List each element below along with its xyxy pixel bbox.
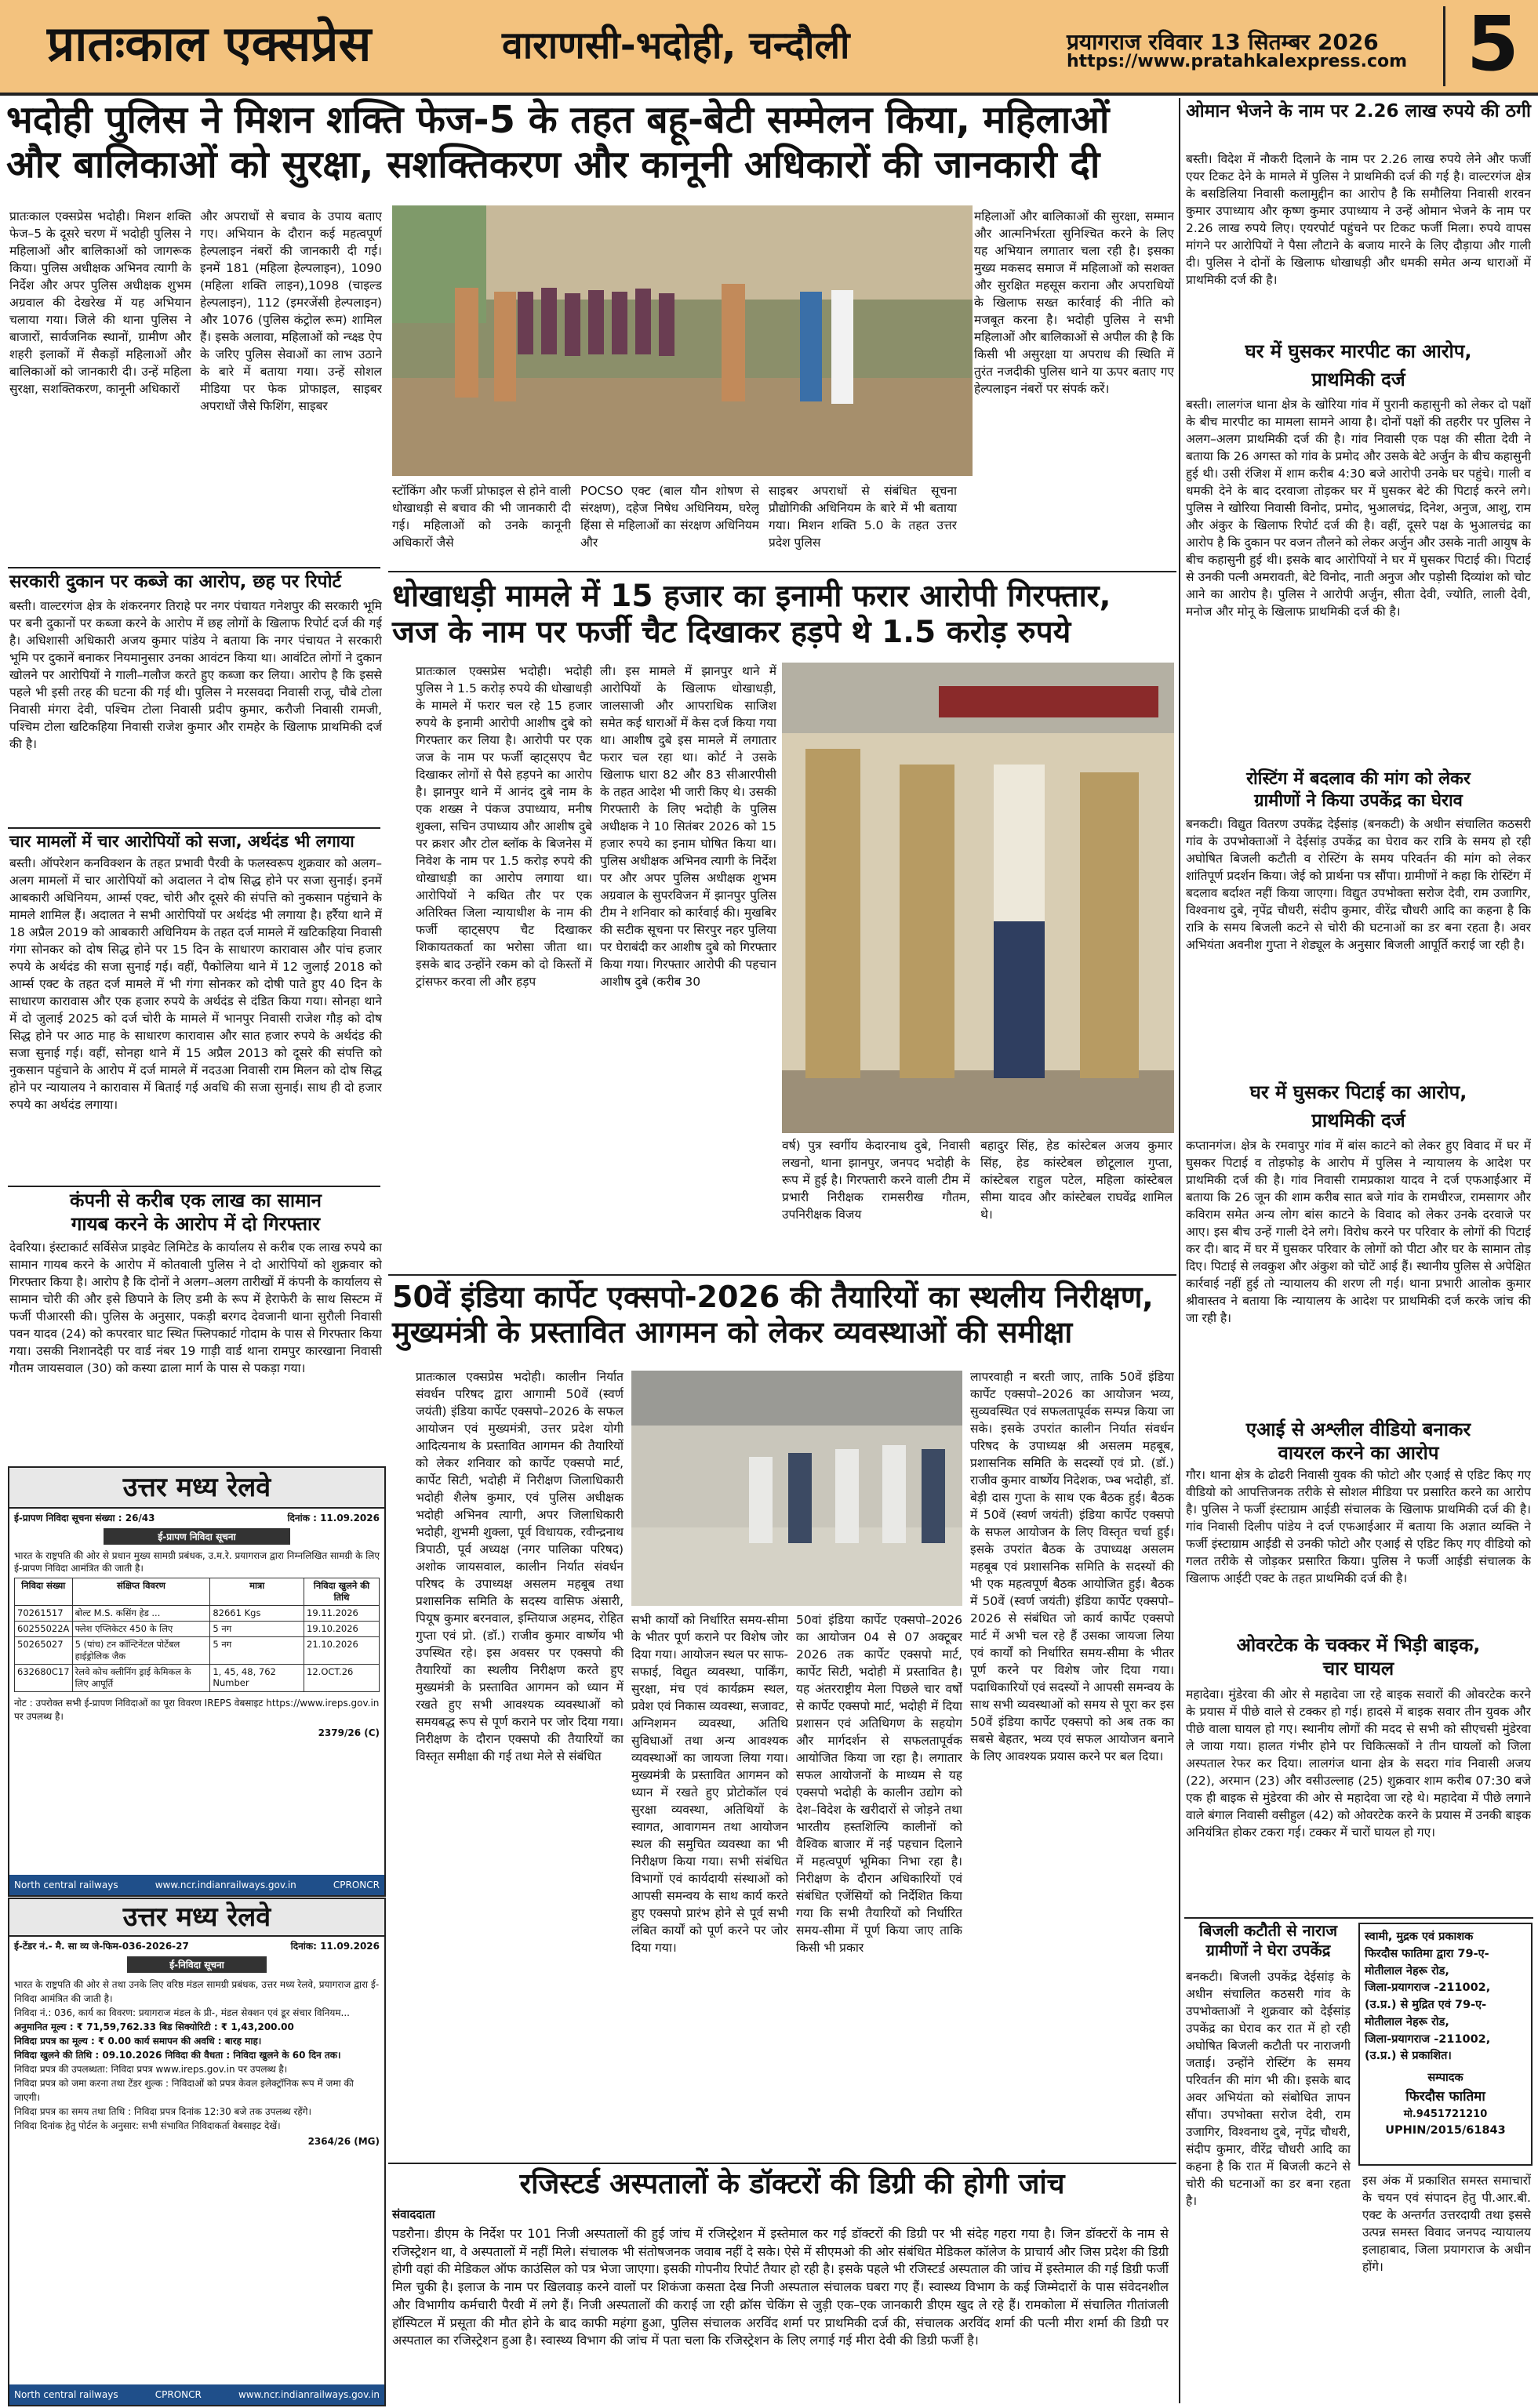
table-cell: 19.10.2026 — [304, 1622, 380, 1637]
website-link[interactable]: https://www.pratahkalexpress.com — [1067, 52, 1408, 71]
ad-footer-left: North central railways — [14, 2389, 118, 2400]
lead-col-3b: POCSO एक्ट (बाल यौन शोषण से संरक्षण), दहेज निषेध अधिनियम, घरेलू हिंसा से महिलाओं का संरक्षण अधिनियम और — [580, 484, 759, 550]
table-row — [15, 1665, 380, 1692]
ad-line: निविदा प्रपत्र का मूल्य : ₹ 0.00 कार्य समापन की अवधि : बारह माह। — [14, 2036, 262, 2047]
story-roster-body: बनकटी। विद्युत वितरण उपकेंद्र देईसांड़ (बनकटी) के अधीन संचालित कठसरी गांव के उपभोक्ताओं ने देईसांड़ उपकेंद्र का घेराव कर रात्रि के समय हो रही अघोषित बिजली कटौती व रोस्टिंग के समय परिवर्तन की मांग को लेकर शांतिपूर्ण प्रदर्शन किया। जेई को प्रार्थना पत्र सौंपा। ग्रामीणों ने कहा कि रोस्टिंग में बदलाव बर्दाश्त नहीं किया जाएगा। विद्युत उपभोक्ता सरोज देवी, राम उजागिर, विश्वनाथ दुबे, नृपेंद्र चौधरी, संदीप कुमार, वीरेंद्र चौधरी आदि का कहना है कि रात्रि के समय बिजली कटने से चोरी की घटनाओं का डर बना रहता है। अवर अभियंता अवनीश गुप्ता ने शेड्यूल के अनुसार बिजली आपूर्ति कराई जा रही है। — [1186, 817, 1531, 952]
table-header: निविदा खुलने की तिथि — [304, 1578, 380, 1606]
table-cell: 70261517 — [15, 1606, 73, 1622]
lead-headline-line-1: भदोही पुलिस ने मिशन शक्ति फेज-5 के तहत बहू-बेटी सम्मेलन किया, महिलाओं — [6, 98, 1110, 142]
ad-footer-mid: CPRONCR — [155, 2389, 202, 2400]
story-roster-headline — [1186, 768, 1531, 812]
masthead — [0, 0, 1538, 96]
ad-line: निविदा प्रपत्र की उपलब्धता: निविदा प्रपत्र www.ireps.gov.in पर उपलब्ध है। — [14, 2064, 288, 2075]
imprint-disclaimer: इस अंक में प्रकाशित समस्त समाचारों के चयन एवं संपादन हेतु पी.आर.बी. एक्ट के अन्तर्गत उत्तरदायी तथा इससे उत्पन्न समस्त विवाद जनपद न्यायालय इलाहाबाद, जिला प्रयागराज के अधीन होंगे। — [1362, 2174, 1531, 2274]
lead-headline — [6, 98, 1175, 187]
story-bike-headline — [1186, 1633, 1531, 1680]
ad-footer — [9, 1875, 384, 1895]
imprint-editor-label: सम्पादक — [1427, 2072, 1463, 2084]
table-cell: 5 नग — [210, 1622, 304, 1637]
table-row — [15, 1622, 380, 1637]
ad-date: दिनांक : 11.09.2026 — [287, 1513, 380, 1524]
expo-col-4: लापरवाही न बरती जाए, ताकि 50वें इंडिया कार्पेट एक्सपो–2026 का आयोजन भव्य, सुव्यवस्थित एवं सफलतापूर्वक सम्पन्न किया जा सके। इसके उपरांत कालीन निर्यात संवर्धन परिषद के उपाध्यक्ष श्री असलम महबूब, प्रशासनिक समिति के सदस्यों एवं प्रो. (डॉ.) राजीव कुमार वार्ष्णेय निदेशक, प्भ्ब भदोही, डॉ. बेड़ी दास गुप्ता के साथ एक बैठक हुई। बैठक में 50वें (स्वर्ण जयंती) इंडिया कार्पेट एक्सपो के सफल आयोजन के लिए विस्तृत चर्चा हुई। इसके उपरांत बैठक के उपाध्यक्ष असलम महबूब एवं प्रशासनिक समिति के सदस्यों की भी एक महत्वपूर्ण बैठक आयोजित हुई। बैठक में 50वें (स्वर्ण जयंती) इंडिया कार्पेट एक्सपो–2026 से संबंधित जो कार्य कार्पेट एक्सपो मार्ट में अभी चल रहे हैं उसका जायजा लिया एवं कार्यों को निर्धारित समय-सीमा के भीतर पूर्ण करने पर विशेष जोर दिया गया। पदाधिकारियों एवं सदस्यों ने आपसी समन्वय के साथ सभी व्यवस्थाओं को समय से पूरा कर इस 50वें इंडिया कार्पेट एक्सपो को अब तक का सबसे बेहतर, भव्य एवं सफल आयोजन बनाने के लिए आवश्यक प्रयास करने पर बल दिया। — [970, 1370, 1174, 1763]
story-power-cut-body: बनकटी। बिजली उपकेंद्र देईसांड़ के अधीन संचालित कठसरी गांव के उपभोक्ताओं ने शुक्रवार को देईसांड़ उपकेंद्र का घेराव कर रात में हो रही अघोषित बिजली कटौती पर नाराजगी जताई। उन्होंने रोस्टिंग के समय परिवर्तन की मांग भी की। इसके बाद अवर अभियंता को संबोधित ज्ञापन सौंपा। उपभोक्ता सरोज देवी, राम उजागिर, विश्वनाथ दुबे, नृपेंद्र चौधरी, संदीप कुमार, वीरेंद्र चौधरी आदि का कहना है कि रात में बिजली कटने से चोरी की घटनाओं का डर बना रहता है। — [1186, 1970, 1351, 2208]
story-ai-video-headline-line-1: एआई से अश्लील वीडियो बनाकर — [1245, 1418, 1471, 1440]
ad-title: उत्तर मध्य रेलवे — [9, 1899, 384, 1937]
story-bike-body: महादेवा। मुंडेरवा की ओर से महादेवा जा रहे बाइक सवारों की ओवरटेक करने के प्रयास में पीछे वाले से टक्कर हो गई। हादसे में बाइक सवार तीन युवक और पीछे वाला घायल हो गए। स्थानीय लोगों की मदद से सभी को सीएचसी मुंडेरवा ले जाया गया। हालत गंभीर होने पर चिकित्सकों ने तीन घायलों को जिला अस्पताल रेफर कर दिया। लालगंज थाना क्षेत्र के सदरा गांव निवासी अजय (22), अरमान (23) और वसीउल्लाह (25) शुक्रवार शाम करीब 07:30 बजे एक ही बाइक से मुंडेरवा की ओर से महादेवा जा रहे थे। महादेवा में पीछे लगाने वाले बंगाल निवासी वसीहुल (42) को ओवरटेक करने के प्रयास में उनकी बाइक अनियंत्रित होकर टकरा गई। टक्कर में चारों घायल हो गए। — [1186, 1687, 1531, 1840]
table-cell: 5 (पांच) टन कॉन्टिनेंटल पोर्टेबल हाईड्रोलिक जैक — [72, 1637, 210, 1665]
expo-col-1: प्रातःकाल एक्सप्रेस भदोही। कालीन निर्यात संवर्धन परिषद द्वारा आगामी 50वें (स्वर्ण जयंती) इंडिया कार्पेट एक्सपो–2026 के सफल आयोजन एवं मुख्यमंत्री, उत्तर प्रदेश योगी आदित्यनाथ के प्रस्तावित आगमन की तैयारियों को लेकर शनिवार को कार्पेट एक्सपो मार्ट, कार्पेट सिटी, भदोही में निरीक्षण जिलाधिकारी भदोही शैलेष कुमार, एवं पुलिस अधीक्षक भदोही अभिनव त्यागी, अपर जिलाधिकारी भदोही, शुभमी शुक्ला, पूर्व विधायक, रवीन्द्रनाथ त्रिपाठी, पूर्व अध्यक्ष (नगर पालिका परिषद) अशोक जायसवाल, कालीन निर्यात संवर्धन परिषद के उपाध्यक्ष असलम महबूब तथा प्रशासनिक समिति के सदस्य वासिफ अंसारी, पियूष कुमार बरनवाल, इम्तियाज अहमद, रोहित गुप्ता एवं प्रो. (डॉ.) राजीव कुमार वार्ष्णेय भी उपस्थित रहे। इस अवसर पर एक्सपो की तैयारियों का स्थलीय निरीक्षण करते हुए मुख्यमंत्री के प्रस्तावित आगमन को ध्यान में रखते हुए सभी आवश्यक व्यवस्थाओं को समयबद्ध रूप से पूर्ण कराने पर जोर दिया गया। निरीक्षण के दौरान एक्सपो की तैयारियों का विस्तृत समीक्षा की गई तथा मेले से संबंधित — [416, 1370, 624, 1763]
story-shop-body: बस्ती। वाल्टरगंज क्षेत्र के शंकरनगर तिराहे पर नगर पंचायत गनेशपुर की सरकारी भूमि पर बनी दुकानों पर कब्जा करने के आरोप में छह लोगों के खिलाफ रिपोर्ट दर्ज की गई है। अधिशासी अधिकारी अजय कुमार पांडेय ने बताया कि नगर पंचायत ने सरकारी भूमि पर दुकानें बनाकर नियमानुसार उनका आवंटन किया था। आवंटित लोगों ने दुकान खोलने पर आरोपियों ने गाली–गलौज करते हुए कब्जा कर लिया। आरोप है कि इससे पहले भी इसी तरह की घटना की गई थी। पुलिस ने मरसवदा निवासी राजू, चौबे टोला निवासी मंगरा देवी, पश्चिम टोला निवासी प्रदीप कुमार, करौजी निवासी रामजी, पश्चिम टोला खटिकहिया निवासी राजेश कुमार और रामहेर के खिलाफ प्राथमिकी दर्ज की है। — [9, 599, 382, 751]
tender-table — [14, 1578, 380, 1692]
ad-title: उत्तर मध्य रेलवे — [9, 1468, 384, 1509]
imprint-editor-name: फिरदौस फातिमा — [1405, 2088, 1485, 2105]
table-cell: फ्लेश एप्लिकेटर 450 के लिए — [72, 1622, 210, 1637]
expo-photo-caption: 50वां इंडिया कार्पेट एक्सपो–2026 का आयोजन 04 से 07 अक्टूबर 2026 तक कार्पेट एक्सपो मार्ट, कार्पेट सिटी, भदोही में प्रस्तावित है। यह अंतरराष्ट्रीय मेला पिछले चार वर्षों से कार्पेट एक्सपो मार्ट, भदोही में दिया प्रशासन एवं अतिथिगण के सहयोग और मार्गदर्शन से सफलतापूर्वक आयोजित किया जा रहा है। लगातार सफल आयोजनों के माध्यम से यह एक्सपो भदोही के कालीन उद्योग को देश–विदेश के खरीदारों से जोड़ने तथा भारतीय हस्तशिल्पि कालीनों को वैश्विक बाजार में नई पहचान दिलाने में महत्वपूर्ण भूमिका निभा रहा है। निरीक्षण के दौरान अधिकारियों एवं संबंधित एजेंसियों को निर्देशित किया गया कि सभी तैयारियों को निर्धारित समय-सीमा में पूर्ण किया जाए ताकि किसी भी प्रकार — [796, 1613, 962, 1955]
masthead-divider — [1443, 6, 1445, 86]
lead-col-1: प्रातःकाल एक्सप्रेस भदोही। मिशन शक्ति फेज–5 के दूसरे चरण में भदोही पुलिस ने महिलाओं और बालिकाओं को जागरूक किया। पुलिस अधीक्षक अभिनव त्यागी के निर्देश और अपर पुलिस अधीक्षक शुभम अग्रवाल की देखरेख में यह अभियान चलाया गया। जिले की थाना पुलिस ने बाजारों, सार्वजनिक स्थानों, ग्रामीण और शहरी इलाकों में सैकड़ों महिलाओं और बालिकाओं को जानकारी दी। उन्हें महिला सुरक्षा, सशक्तिकरण, कानूनी अधिकारों — [9, 209, 191, 396]
story-power-cut-headline-line-2: ग्रामीणों ने घेरा उपकेंद्र — [1205, 1941, 1331, 1959]
table-row — [15, 1637, 380, 1665]
fraud-photo — [782, 663, 1174, 1133]
ad-tender-number: ई-प्रापण निविदा सूचना संख्या : 26/43 — [14, 1513, 155, 1524]
imprint-line: जिला-प्रयागराज -211002, — [1365, 2032, 1491, 2046]
expo-headline-line-2: मुख्यमंत्री के प्रस्तावित आगमन को लेकर व्यवस्थाओं की समीक्षा — [392, 1314, 1073, 1349]
imprint-line: मोतीलाल नेहरू रोड, — [1365, 2015, 1449, 2028]
divider — [8, 827, 380, 829]
column-divider — [1179, 98, 1180, 2403]
ad-footer-link[interactable]: www.ncr.indianrailways.gov.in — [155, 1880, 296, 1890]
expo-photo-image — [631, 1371, 962, 1606]
ad-line: निविदा नं.: 036, कार्य का विवरण: प्रयागराज मंडल के प्री-, मंडल सेक्शन एवं डूर संचार विनियम... — [14, 2007, 350, 2018]
divider — [8, 1186, 380, 1187]
story-power-cut-headline-line-1: बिजली कटौती से नाराज — [1198, 1921, 1338, 1940]
ad-footer — [9, 2384, 384, 2405]
story-roster-headline-line-2: ग्रामीणों ने किया उपकेंद्र का घेराव — [1254, 790, 1463, 811]
table-cell: 632680C17 — [15, 1665, 73, 1692]
table-cell: 60255022A — [15, 1622, 73, 1637]
imprint-line: (उ.प्र.) से प्रकाशित। — [1365, 2050, 1452, 2063]
ad-footer-link[interactable]: www.ncr.indianrailways.gov.in — [238, 2389, 380, 2400]
imprint-rni: UPHIN/2015/61843 — [1385, 2123, 1506, 2137]
story-conviction-body: बस्ती। ऑपरेशन कनविक्शन के तहत प्रभावी पैरवी के फलस्वरूप शुक्रवार को अलग–अलग मामलों में चार आरोपियों को अदालत ने दोष सिद्ध होने पर सजा सुनाई। इनमें आबकारी अधिनियम, आर्म्स एक्ट, चोरी और दूसरे की संपत्ति को नुकसान पहुंचाने के मामले शामिल हैं। अदालत ने सभी आरोपियों पर अर्थदंड भी लगाया है। हर्रैया थाने में 18 अप्रैल 2019 को आबकारी अधिनियम के तहत दर्ज मामले में खटिकहिया निवासी गंगा सोनकर को दोष सिद्ध होने पर 15 दिन के साधारण कारावास और पांच हजार रुपये के अर्थदंड की सजा सुनाई गई। वहीं, पैकोलिया थाने में 12 जुलाई 2018 को आर्म्स एक्ट के तहत दर्ज मामले में भी गंगा सोनकर को दोषी पाते हुए 40 दिन के साधारण कारावास और एक हजार रुपये के अर्थदंड से दंडित किया गया। सोनहा थाने में दो जुलाई 2025 को दर्ज चोरी के मामले में भानपुर निवासी राजेश गौड़ को दोष सिद्ध होने पर आठ माह के साधारण कारावास और सात हजार रुपये के अर्थदंड की सजा सुनाई गई। वहीं, सोनहा थाने में 15 अप्रैल 2013 को दूसरे की संपत्ति को नुकसान पहुंचाने के आरोप में दर्ज मामले में नदउआ निवासी राम मिलन को दोष सिद्ध होने पर न्यायालय ने कारावास में बिताई गई अवधि की सजा सुनाई। साथ ही दो हजार रुपये का अर्थदंड लगाया। — [9, 856, 382, 1112]
ad-tender-number: ई-टेंडर नं.- मै. सा व्य जे-फिम-036-2026-27 — [14, 1941, 189, 1952]
table-cell: 50265027 — [15, 1637, 73, 1665]
imprint-line: फिरदौस फातिमा द्वारा 79-ए- — [1365, 1947, 1489, 1960]
doctors-body: पडरौना। डीएम के निर्देश पर 101 निजी अस्पतालों की हुई जांच में रजिस्ट्रेशन में इस्तेमाल कर गई डॉक्टरों की डिग्री पर भी संदेह गहरा गया है। जिन डॉक्टरों के नाम से रजिस्ट्रेशन था, वे अस्पतालों में नहीं मिले। संचालक भी संतोषजनक जवाब नहीं दे सके। ऐसे में सीएमओ की ओर संबंधित मेडिकल कॉलेज के प्राचार्य और जिस प्रदेश की डिग्री होगी वहां की मेडिकल ऑफ काउंसिल को पत्र भेजा जाएगा। इसकी गोपनीय रिपोर्ट तैयार हो रही है। इसके पहले भी रजिस्टर्ड अस्पताल की जांच में इस्तेमाल की गई डिग्री फर्जी मिल चुकी है। इलाज के नाम पर खिलवाड़ करने वालों पर शिकंजा कसता देख निजी अस्पताल संचालक घबरा गए हैं। स्वास्थ्य विभाग के कई जिम्मेदारों के पास संवेदनशील और विभागीय कर्मचारी पैरवी में लगे हैं। निजी अस्पतालों की कराई जा रही क्रॉस चेकिंग से जुड़ी एक–एक जानकारी डीएम खुद ले रहे हैं। रामकोला में संचालित गीतांजली हॉस्पिटल में प्रसूता की मौत होने के बाद काफी महंगा हुआ, पुलिस संचालक अरविंद शर्मा पर प्राथमिकी दर्ज की, संचालक अरविंद शर्मा की पत्नी मीरा शर्मा की डिग्री पर अस्पताल का रजिस्ट्रेशन हुआ है। स्वास्थ्य विभाग की जांच में पता चला कि रजिस्ट्रेशन के लिए लगाई गई मीरा देवी की डिग्री फर्जी है। — [392, 2226, 1169, 2348]
table-cell: 21.10.2026 — [304, 1637, 380, 1665]
divider — [8, 567, 380, 568]
fraud-col-4: बहादुर सिंह, हेड कांस्टेबल अजय कुमार सिंह, हेड कांस्टेबल छोटूलाल गुप्ता, कांस्टेबल राहुल पटेल, महिला कांस्टेबल सीमा यादव और कांस्टेबल राघवेंद्र शामिल थे। — [980, 1139, 1173, 1222]
lead-col-4: महिलाओं और बालिकाओं की सुरक्षा, सम्मान और आत्मनिर्भरता सुनिश्चित करने के लिए यह अभियान लगातार चला रही है। इसका मुख्य मकसद समाज में महिलाओं को सशक्त और सुरक्षित महसूस कराना और अपराधियों के खिलाफ सख्त कार्रवाई की नीति को मजबूत करना है। भदोही पुलिस ने सभी महिलाओं और बालिकाओं से अपील की है कि किसी भी असुरक्षा या अपराध की स्थिति में तुरंत नजदीकी पुलिस थाने या ऊपर बताए गए हेल्पलाइन नंबरों पर संपर्क करें। — [974, 209, 1174, 396]
doctors-headline: रजिस्टर्ड अस्पतालों के डॉक्टरों की डिग्री की होगी जांच — [519, 2168, 1065, 2200]
divider — [388, 571, 1176, 572]
fraud-col-3: वर्ष) पुत्र स्वर्गीय केदारनाथ दुबे, निवासी लखनो, थाना झानपुर, जनपद भदोही के रूप में हुई है। गिरफ्तारी करने वाली टीम में प्रभारी निरीक्षक रामसरीख गौतम, उपनिरीक्षक विजय — [782, 1139, 970, 1222]
ad-line: भारत के राष्ट्रपति की ओर से तथा उनके लिए वरिष्ठ मंडल सामग्री प्रबंधक, उत्तर मध्य रेलवे, प्रयागराज द्वारा ई-निविदा आमंत्रित की जाती है। — [14, 1979, 380, 2004]
table-header: निविदा संख्या — [15, 1578, 73, 1606]
story-ai-video-body: गौर। थाना क्षेत्र के ढोढरी निवासी युवक की फोटो और एआई से एडिट किए गए वीडियो को आपत्तिजनक तरीके से सोशल मीडिया पर प्रसारित करने का आरोप है। पुलिस ने फर्जी इंस्टाग्राम आईडी संचालक के खिलाफ प्राथमिकी दर्ज की है। गांव निवासी दिलीप पांडेय ने दर्ज एफआईआर में बताया कि अज्ञात व्यक्ति ने फर्जी इंस्टाग्राम आईडी से उनकी फोटो और एआई से एडिट किए गए वीडियो को गलत तरीके से जोड़कर प्रसारित किया। पुलिस ने फर्जी आईडी संचालक के खिलाफ आईटी एक्ट के तहत प्राथमिकी दर्ज की है। — [1186, 1468, 1531, 1585]
edition-title: वाराणसी-भदोही, चन्दौली — [502, 24, 850, 67]
story-assault-headline-line-1: घर में घुसकर मारपीट का आरोप, — [1245, 340, 1472, 362]
divider — [388, 1274, 1176, 1276]
lead-col-2: और अपराधों से बचाव के उपाय बताए गए। अभियान के दौरान कई महत्वपूर्ण हेल्पलाइन नंबरों की जानकारी दी गई। इनमें 181 (महिला हेल्पलाइन), 1090 (महिला शक्ति लाइन),1098 (चाइल्ड हेल्पलाइन), 112 (इमरजेंसी हेल्पलाइन) और 1076 (पुलिस कंट्रोल रूम) शामिल हैं। इसके अलावा, महिलाओं को न्च्क्ष्ड ऐप के जरिए पुलिस सेवाओं का लाभ उठाने के बारे में बताया गया। उन्हें सोशल मीडिया पर फेक प्रोफाइल, साइबर अपराधों जैसे फिशिंग, साइबर — [200, 209, 382, 413]
story-beating-headline — [1186, 1078, 1531, 1135]
story-assault-headline — [1186, 337, 1531, 394]
lead-headline-line-2: और बालिकाओं को सुरक्षा, सशक्तिकरण और कानूनी अधिकारों की जानकारी दी — [6, 142, 1100, 187]
story-company-headline — [9, 1189, 382, 1236]
story-power-cut-headline — [1186, 1921, 1351, 1960]
imprint-line: जिला-प्रयागराज -211002, — [1365, 1981, 1491, 1995]
imprint-phone: मो.9451721210 — [1403, 2108, 1488, 2121]
story-assault-headline-line-2: प्राथमिकी दर्ज — [1311, 369, 1405, 390]
story-ai-video-headline — [1186, 1418, 1531, 1465]
ad-subtitle: ई-निविदा सूचना — [127, 1956, 267, 1973]
story-beating-body: कप्तानगंज। क्षेत्र के रमवापुर गांव में बांस काटने को लेकर हुए विवाद में घर में घुसकर पिटाई व तोड़फोड़ के आरोप में पुलिस ने न्यायालय के आदेश पर प्राथमिकी दर्ज की है। गांव निवासी रामप्रकाश यादव ने दर्ज एफआईआर में बताया कि 26 जून की शाम करीब सात बजे गांव के रामधीरज, रामसागर और कविराम समेत अन्य लोग बांस काटने के विवाद को लेकर उनके दरवाजे पर आए। इस बीच उन्हें गाली देने लगे। विरोध करने पर परिवार के लोगों की पिटाई कर दी। बाद में घर में घुसकर परिवार के लोगों को पीटा और घर के सामान तोड़ दिए। पिटाई से लवकुश और अंकुश को चोटें आई हैं। स्थानीय पुलिस से अपेक्षित कार्रवाई नहीं हुई तो न्यायालय की शरण ली गई। थाना प्रभारी आलोक कुमार श्रीवास्तव ने बताया कि न्यायालय के आदेश पर प्राथमिकी दर्ज करके जांच की जा रही है। — [1186, 1139, 1531, 1325]
story-oman-headline: ओमान भेजने के नाम पर 2.26 लाख रुपये की ठगी — [1186, 101, 1531, 122]
story-conviction-headline: चार मामलों में चार आरोपियों को सजा, अर्थदंड भी लगाया — [9, 832, 355, 851]
ad-note: नोट : उपरोक्त सभी ई-प्रापण निविदाओं का पूरा विवरण IREPS वेबसाइट https://www.ireps.gov.in पर उपलब्ध है। — [14, 1698, 380, 1722]
ad-subtitle: ई-प्रापण निविदा सूचना — [104, 1528, 290, 1545]
fraud-headline-line-1: धोखाधड़ी मामले में 15 हजार का इनामी फरार आरोपी गिरफ्तार, — [392, 579, 1111, 614]
lead-photo-image — [392, 205, 973, 476]
table-cell: रेलवे कोच क्लीनिंग ड्राई केमिकल के लिए आपूर्ति — [72, 1665, 210, 1692]
story-beating-headline-line-1: घर में घुसकर पिटाई का आरोप, — [1249, 1081, 1467, 1103]
railway-tender-ad-1 — [8, 1466, 386, 1897]
story-ai-video-headline-line-2: वायरल करने का आरोप — [1278, 1442, 1439, 1464]
table-cell: 1, 45, 48, 762 Number — [210, 1665, 304, 1692]
ad-line: अनुमानित मूल्य : ₹ 71,59,762.33 बिड सिक्योरिटी : ₹ 1,43,200.00 — [14, 2021, 294, 2032]
story-bike-headline-line-2: चार घायल — [1322, 1658, 1394, 1680]
lead-col-3c: साइबर अपराधों से संबंधित सूचना प्रौद्योगिकी अधिनियम के बारे में भी बताया गया। मिशन शक्ति 5.0 के तहत उत्तर प्रदेश पुलिस — [769, 484, 957, 550]
imprint-line: स्वामी, मुद्रक एवं प्रकाशक — [1365, 1930, 1474, 1943]
fraud-photo-image — [782, 663, 1174, 1133]
fraud-headline — [392, 579, 1176, 651]
story-company-headline-line-1: कंपनी से करीब एक लाख का सामान — [70, 1189, 322, 1211]
table-cell: 82661 Kgs — [210, 1606, 304, 1622]
table-header: मात्रा — [210, 1578, 304, 1606]
table-row — [15, 1606, 380, 1622]
table-cell: 5 नग — [210, 1637, 304, 1665]
story-assault-body: बस्ती। लालगंज थाना क्षेत्र के खोरिया गांव में पुरानी कहासुनी को लेकर दो पक्षों के बीच मारपीट का मामला सामने आया है। दोनों पक्षों की तहरीर पर पुलिस ने अलग–अलग प्राथमिकी दर्ज की है। गांव निवासी एक पक्ष की सीता देवी ने बताया कि 26 अगस्त को गांव के प्रमोद और उसके बेटे अर्जुन के बीच कहासुनी हुई थी। उसी रंजिश में शाम करीब 4:30 बजे आरोपी उनके घर पहुंचे। गाली व धमकी देने के बाद दरवाजा तोड़कर घर में घुसकर बेटे की पिटाई करने लगे। पुलिस ने खोरिया निवासी विनोद, प्रमोद, भुआलचंद्र, दिनेश, अनुज, आशु, राम और अंकुर के खिलाफ रिपोर्ट दर्ज की है। वहीं, दूसरे पक्ष के भुआलचंद्र का आरोप है कि दुकान पर वजन तौलने को लेकर अर्जुन और उसके नाती आयुष के बीच कहासुनी हुई थी। इसके बाद आरोपियों ने घर में घुसकर पिटाई की। पिटाई से उनकी पत्नी अमरावती, बेटे विनोद, नाती अनुज और पड़ोसी दिव्यांश को चोट आने का आरोप है। पुलिस ने आरोपी अर्जुन, सीता देवी, ज्योति, लाली देवी, मनोज और मोनू के खिलाफ प्राथमिकी दर्ज की है। — [1186, 398, 1531, 619]
table-cell: 12.OCT.26 — [304, 1665, 380, 1692]
railway-tender-ad-2 — [8, 1898, 386, 2406]
story-oman-body: बस्ती। विदेश में नौकरी दिलाने के नाम पर 2.26 लाख रुपये लेने और फर्जी एयर टिकट देने के मामले में पुलिस ने प्राथमिकी दर्ज की गई है। वाल्टरगंज क्षेत्र के बसडिलिया निवासी कलामुद्दीन का आरोप है कि समौलिया निवासी शरवन कुमार उपाध्याय और कृष्ण कुमार उपाध्याय ने उन्हें ओमान भेजने के नाम पर 2.26 लाख रुपये लिए। एयरपोर्ट पहुंचने पर टिकट फर्जी मिला। रुपये वापस मांगने पर आरोपियों ने पैसा लौटाने के बजाय मारने के लिए दौड़ाया और गाली दी। पुलिस ने दोनों के खिलाफ धोखाधड़ी और धमकी समेत अन्य धाराओं में प्राथमिकी दर्ज की है। — [1186, 152, 1531, 287]
fraud-headline-line-2: जज के नाम पर फर्जी चैट दिखाकर हड़पे थे 1.5 करोड़ रुपये — [392, 615, 1071, 651]
ad-line: निविदा दिनांक हेतु पोर्टल के अनुसार: सभी संभावित निविदाकर्ता वेबसाइट देखें। — [14, 2120, 281, 2131]
story-bike-headline-line-1: ओवरटेक के चक्कर में भिड़ी बाइक, — [1236, 1634, 1481, 1656]
ad-footer-right: CPRONCR — [333, 1880, 380, 1890]
ad-line: निविदा खुलने की तिथि : 09.10.2026 निविदा की वैधता : निविदा खुलने के 60 दिन तक। — [14, 2050, 341, 2061]
doctors-dateline: संवाददाता — [392, 2207, 435, 2221]
page-number: 5 — [1467, 0, 1519, 88]
ad-code: 2364/26 (MG) — [307, 2136, 380, 2147]
expo-headline — [392, 1280, 1176, 1350]
fraud-col-1: प्रातःकाल एक्सप्रेस भदोही। भदोही पुलिस ने 1.5 करोड़ रुपये की धोखाधड़ी के मामले में फरार चल रहे 15 हजार रुपये के इनामी आरोपी आशीष दुबे को गिरफ्तार कर लिया है। आरोपी पर एक जज के नाम पर फर्जी व्हाट्सएप चैट दिखाकर लोगों से पैसे हड़पने का आरोप है। झानपुर थाने में आनंद दुबे नाम के एक शख्स ने पंकज उपाध्याय, मनीष शुक्ला, सचिन उपाध्याय और आशीष दुबे पर क्रशर और टोल ब्लॉक के बिजनेस में निवेश के नाम पर 1.5 करोड़ रुपये की धोखाधड़ी का आरोप लगाया था। आरोपियों ने कथित तौर पर एक अतिरिक्त जिला न्यायाधीश के नाम की फर्जी व्हाट्सएप चैट दिखाकर शिकायतकर्ता का भरोसा जीता था। इसके बाद उन्होंने रकम को दो किस्तों में ट्रांसफर करवा ली और हड़प — [416, 664, 592, 989]
story-company-body: देवरिया। इंस्टाकार्ट सर्विसेज प्राइवेट लिमिटेड के कार्यालय से करीब एक लाख रुपये का सामान गायब करने के आरोप में कोतवाली पुलिस ने दो आरोपियों को शुक्रवार को गिरफ्तार किया है। आरोप है कि दोनों ने अलग–अलग तारीखों में कंपनी के कार्यालय से सामान चोरी की और इसे छिपाने के लिए डमी के रूप में हेराफेरी के साथ सिस्टम में फर्जी पीआरसी की। पुलिस के अनुसार, पकड़ी बरगद देवजानी थाना सुरौली निवासी पवन यादव (24) को कपरवार घाट स्थित फ्लिपकार्ट गोदाम के पास से गिरफ्तार किया गया। उसकी निशानदेही पर वार्ड नंबर 19 गाड़ी वार्ड थाना रामपुर कारखाना निवासी गौतम जायसवाल (30) को कस्या ढाला मार्ग के पास से पकड़ा गया। — [9, 1240, 382, 1375]
table-header: संक्षिप्त विवरण — [72, 1578, 210, 1606]
expo-col-2: सभी कार्यों को निर्धारित समय-सीमा के भीतर पूर्ण कराने पर विशेष जोर दिया गया। आयोजन स्थल पर साफ-सफाई, विद्युत व्यवस्था, पार्किंग, सुरक्षा, मंच एवं कार्यक्रम स्थल, प्रवेश एवं निकास व्यवस्था, सजावट, अग्निशमन व्यवस्था, अतिथि सुविधाओं तथा अन्य आवश्यक व्यवस्थाओं का जायजा लिया गया। मुख्यमंत्री के प्रस्तावित आगमन को ध्यान में रखते हुए प्रोटोकॉल एवं सुरक्षा व्यवस्था, अतिथियों के स्वागत, आवागमन तथा आयोजन स्थल की समुचित व्यवस्था का भी निरीक्षण किया गया। सभी संबंधित विभागों एवं कार्यदायी संस्थाओं को आपसी समन्वय के साथ कार्य करते हुए एक्सपो प्रारंभ होने से पूर्व सभी लंबित कार्यों को पूर्ण करने पर जोर दिया गया। — [631, 1613, 788, 1955]
ad-code: 2379/26 (C) — [318, 1727, 380, 1738]
fraud-col-2: ली। इस मामले में झानपुर थाने में आरोपियों के खिलाफ धोखाधड़ी, जालसाजी और आपराधिक साजिश समेत कई धाराओं में केस दर्ज किया गया था। आशीष दुबे इस मामले में लगातार फरार चल रहा था। कोर्ट ने उसके खिलाफ धारा 82 और 83 सीआरपीसी के तहत आदेश भी जारी किए थे। उसकी गिरफ्तारी के लिए भदोही के पुलिस अधीक्षक ने 10 सितंबर 2026 को 15 हजार रुपये का इनाम घोषित किया था। पुलिस अधीक्षक अभिनव त्यागी के निर्देश पर और अपर पुलिस अधीक्षक शुभम अग्रवाल के सुपरविजन में झानपुर पुलिस टीम ने शनिवार को कार्रवाई की। मुखबिर की सटीक सूचना पर सिरपुर नहर पुलिया पर घेराबंदी कर आशीष दुबे को गिरफ्तार किया गया। गिरफ्तार आरोपी की पहचान आशीष दुबे (करीब 30 — [600, 664, 776, 989]
ad-date: दिनांक: 11.09.2026 — [290, 1941, 380, 1952]
story-company-headline-line-2: गायब करने के आरोप में दो गिरफ्तार — [71, 1213, 321, 1235]
expo-photo — [631, 1371, 962, 1606]
ad-line: निविदा प्रपत्र का समय तथा तिथि : निविदा प्रपत्र दिनांक 12:30 बजे तक उपलब्ध रहेंगे। — [14, 2106, 312, 2117]
expo-headline-line-1: 50वें इंडिया कार्पेट एक्सपो-2026 की तैयारियों का स्थलीय निरीक्षण, — [392, 1280, 1154, 1314]
dateline: प्रयागराज रविवार 13 सितम्बर 2026 — [1067, 29, 1379, 55]
ad-footer-left: North central railways — [14, 1880, 118, 1890]
divider — [388, 2163, 1176, 2164]
imprint-box — [1358, 1923, 1533, 2166]
lead-col-3a: स्टॉकिंग और फर्जी प्रोफाइल से होने वाली धोखाधड़ी से बचाव की भी जानकारी दी गई। महिलाओं को उनके कानूनी अधिकारों जैसे — [392, 484, 571, 550]
story-beating-headline-line-2: प्राथमिकी दर्ज — [1311, 1110, 1405, 1131]
table-cell: 19.11.2026 — [304, 1606, 380, 1622]
ad-intro: भारत के राष्ट्रपति की ओर से प्रधान मुख्य सामग्री प्रबंधक, उ.म.रे. प्रयागराज द्वारा निम्नलिखित सामग्री के लिए ई-प्रापण निविदा आमंत्रित की जाती है। — [14, 1550, 380, 1574]
table-cell: बोल्ट M.S. कसिंग हेड ... — [72, 1606, 210, 1622]
story-shop-headline: सरकारी दुकान पर कब्जे का आरोप, छह पर रिपोर्ट — [9, 572, 342, 592]
lead-photo — [392, 205, 973, 476]
imprint-line: (उ.प्र.) से मुद्रित एवं 79-ए- — [1365, 1999, 1487, 2011]
divider — [1184, 1917, 1533, 1919]
paper-name: प्रातःकाल एक्सप्रेस — [47, 15, 372, 72]
story-roster-headline-line-1: रोस्टिंग में बदलाव की मांग को लेकर — [1246, 769, 1471, 789]
ad-line: निविदा प्रपत्र को जमा करना तथा टेंडर शुल्क : निविदाओं को प्रपत्र केवल इलेक्ट्रॉनिक रूप में जमा की जाएगी। — [14, 2078, 354, 2103]
imprint-line: मोतीलाल नेहरू रोड, — [1365, 1964, 1449, 1978]
